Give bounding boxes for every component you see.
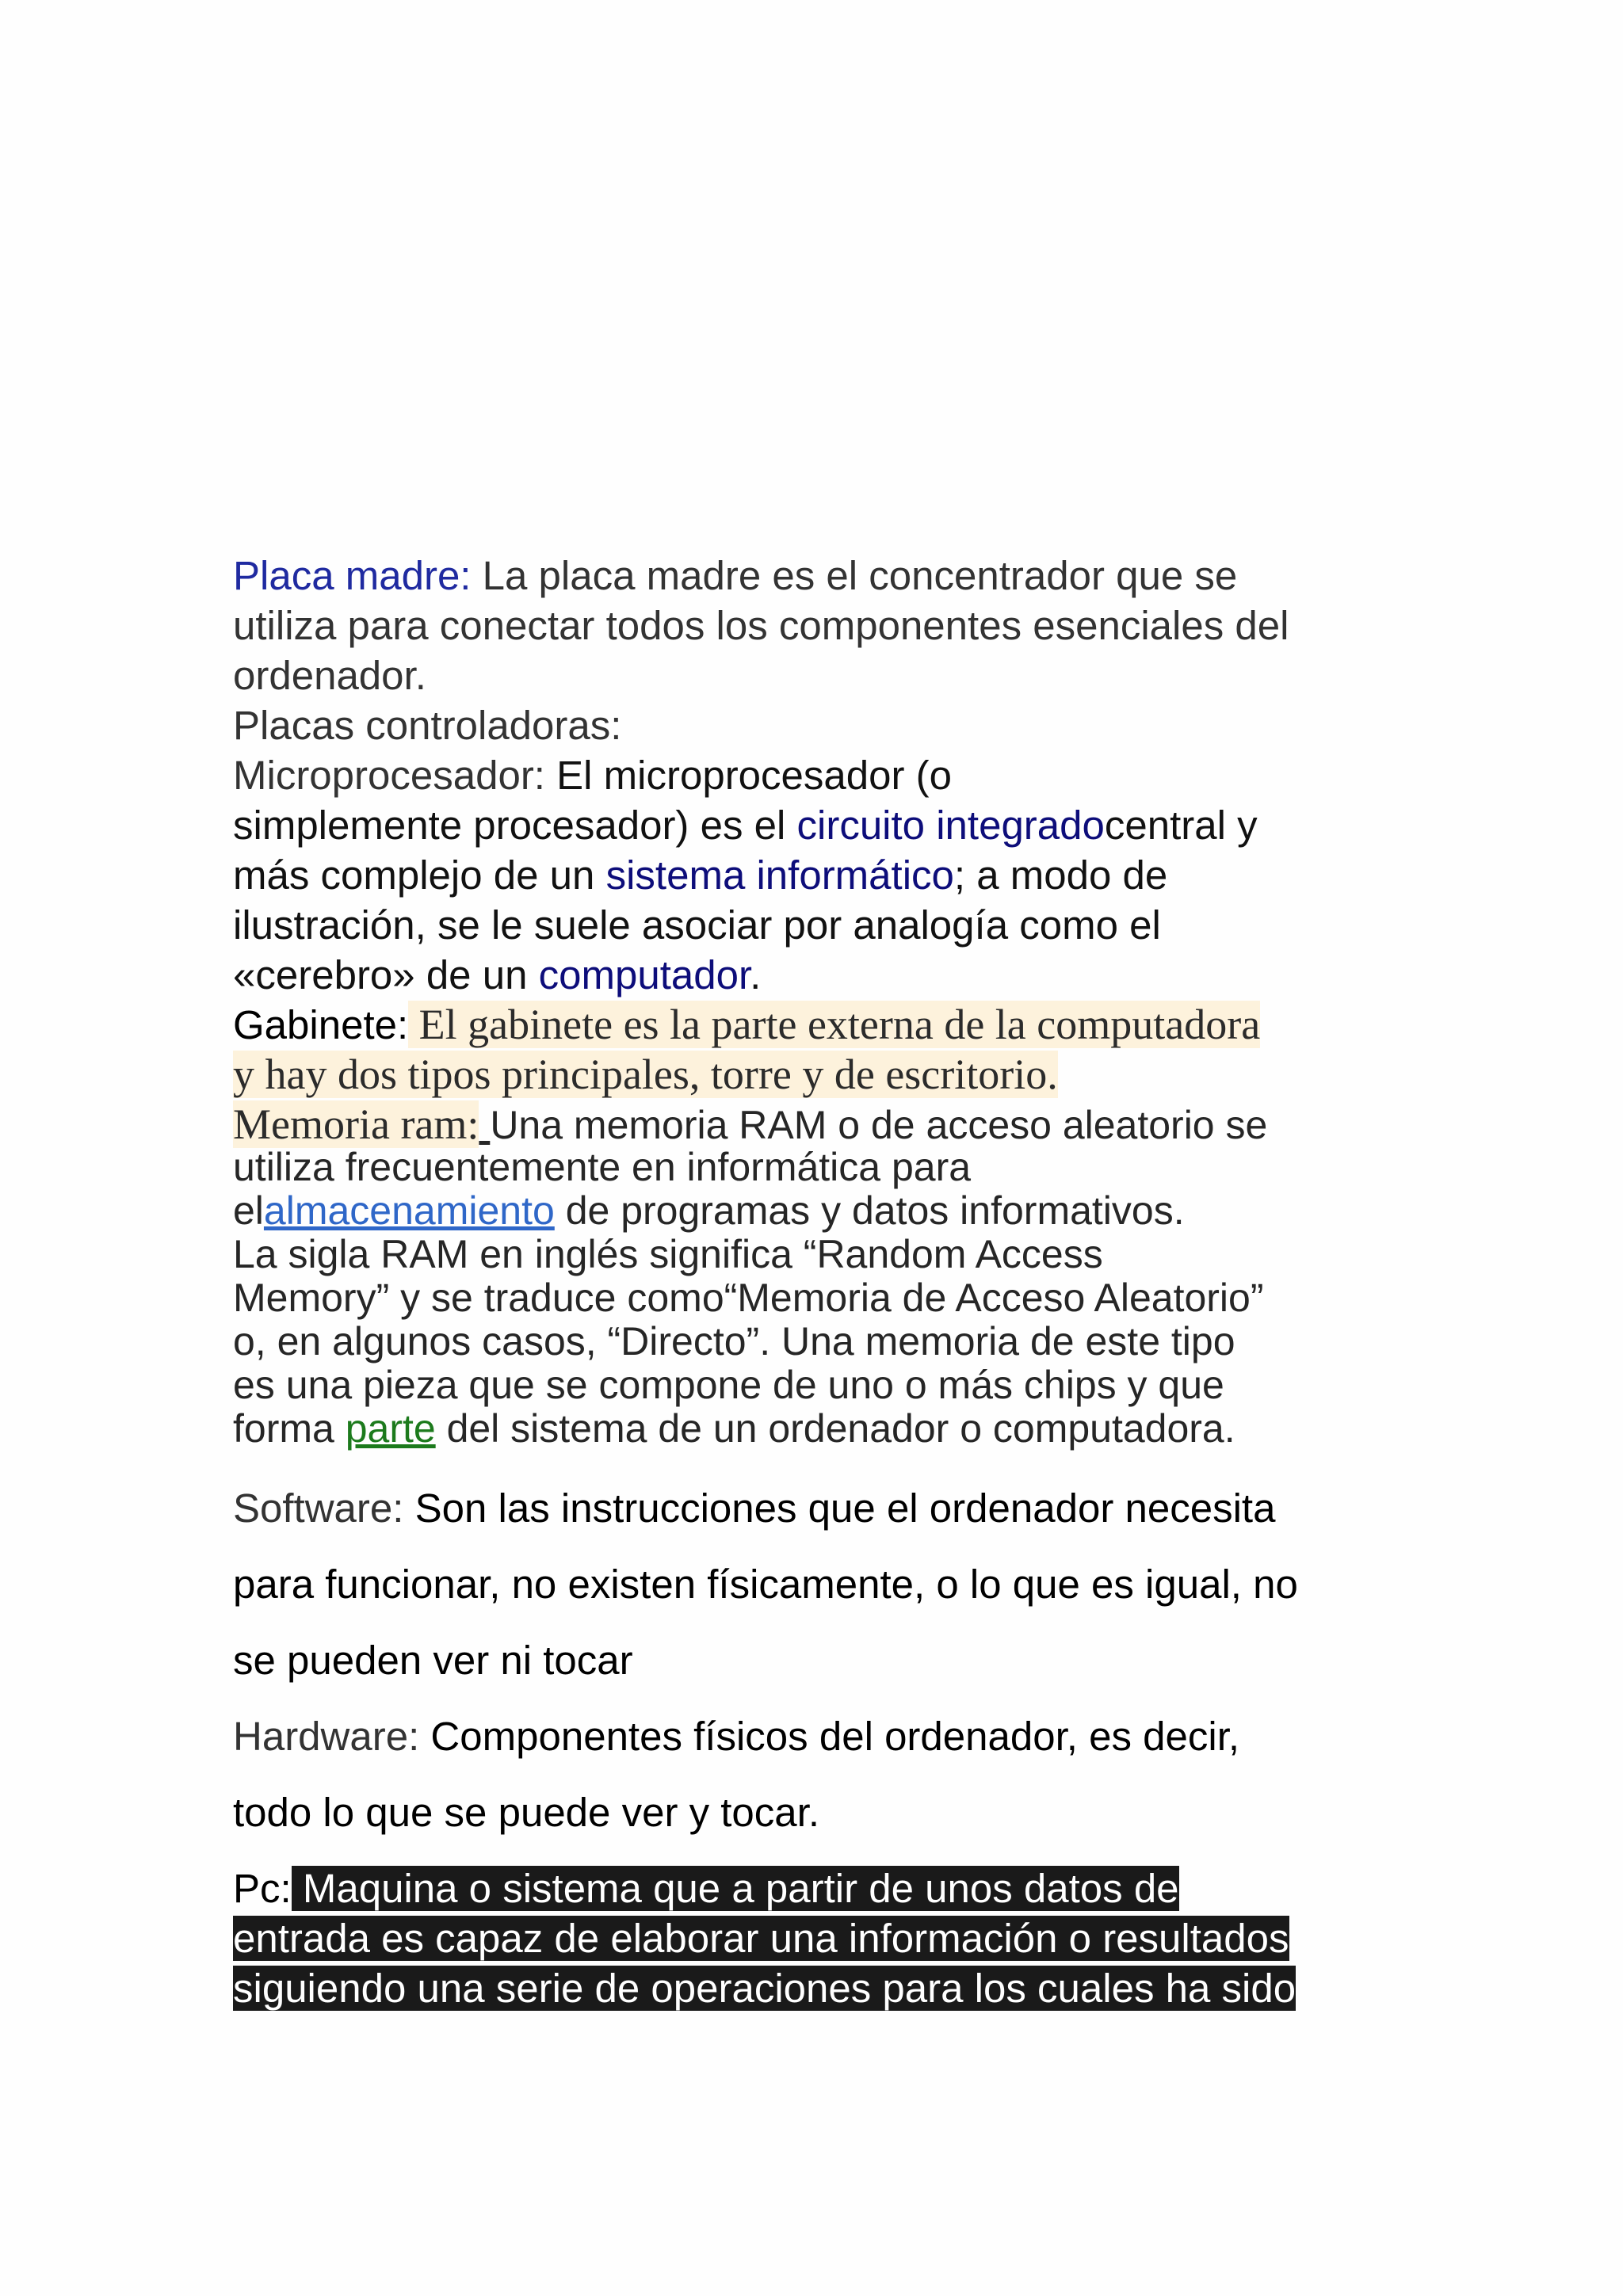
memoria-ram-line-7: es una pieza que se compone de uno o más chips y que bbox=[233, 1363, 1224, 1407]
microprocesador-text-1: El microprocesador (o bbox=[544, 753, 952, 798]
hardware-line-2: todo lo que se puede ver y tocar. bbox=[233, 1790, 819, 1835]
memoria-ram-line-5: Memory” y se traduce como“Memoria de Acceso Aleatorio” bbox=[233, 1276, 1264, 1320]
microprocesador-line-3 bbox=[233, 850, 1167, 900]
microprocesador-line-5 bbox=[233, 950, 761, 1000]
microprocesador-term: Microprocesador: bbox=[233, 753, 545, 798]
gabinete-line-1 bbox=[233, 1000, 1260, 1050]
microprocesador-line-4: ilustración, se le suele asociar por analogía como el bbox=[233, 902, 1161, 948]
pc-text-1: Maquina o sistema que a partir de unos datos de bbox=[291, 1866, 1179, 1911]
microprocesador-text-2a: simplemente procesador) es el bbox=[233, 803, 797, 848]
computador-link[interactable]: computador bbox=[538, 952, 750, 997]
pc-line-2 bbox=[233, 1913, 1289, 1963]
memoria-ram-term-space bbox=[479, 1103, 490, 1147]
pc-line-3 bbox=[233, 1963, 1296, 2013]
placa-madre-text-1: La placa madre es el concentrador que se bbox=[471, 553, 1238, 598]
microprocesador-text-3b: ; a modo de bbox=[953, 852, 1168, 898]
memoria-ram-term: Memoria ram: bbox=[233, 1100, 479, 1148]
microprocesador-line-1 bbox=[233, 750, 952, 800]
memoria-ram-line-1 bbox=[233, 1100, 1267, 1150]
software-line-2: para funcionar, no existen físicamente, o lo que es igual, no bbox=[233, 1562, 1298, 1607]
circuito-integrado-link[interactable]: circuito integrado bbox=[796, 803, 1105, 848]
placa-madre-line-3: ordenador. bbox=[233, 653, 426, 698]
microprocesador-line-2 bbox=[233, 800, 1258, 850]
hardware-term: Hardware: bbox=[233, 1714, 420, 1759]
pc-line-1 bbox=[233, 1863, 1179, 1913]
gabinete-text-1: El gabinete es la parte externa de la computadora bbox=[408, 1001, 1261, 1048]
pc-term: Pc: bbox=[233, 1866, 292, 1911]
microprocesador-text-2b: central y bbox=[1104, 803, 1258, 848]
memoria-ram-line-3 bbox=[233, 1189, 1185, 1233]
microprocesador-text-5a: «cerebro» de un bbox=[233, 952, 539, 997]
pc-text-3: siguiendo una serie de operaciones para los cuales ha sido bbox=[233, 1966, 1296, 2011]
hardware-line-1 bbox=[233, 1711, 1239, 1761]
software-term: Software: bbox=[233, 1486, 404, 1531]
memoria-ram-text-3a: el bbox=[233, 1188, 264, 1233]
placa-madre-term: Placa madre: bbox=[233, 553, 472, 598]
memoria-ram-text-8a: forma bbox=[233, 1406, 346, 1451]
memoria-ram-line-2: utiliza frecuentemente en informática para bbox=[233, 1145, 972, 1189]
memoria-ram-line-8 bbox=[233, 1407, 1235, 1451]
software-line-3: se pueden ver ni tocar bbox=[233, 1638, 633, 1683]
memoria-ram-line-6: o, en algunos casos, “Directo”. Una memoria de este tipo bbox=[233, 1319, 1235, 1363]
microprocesador-text-5b: . bbox=[750, 952, 762, 997]
microprocesador-text-3a: más complejo de un bbox=[233, 852, 606, 898]
memoria-ram-line-4: La sigla RAM en inglés significa “Random Access bbox=[233, 1232, 1103, 1276]
sistema-informatico-link[interactable]: sistema informático bbox=[605, 852, 954, 898]
memoria-ram-text-3b: de programas y datos informativos. bbox=[554, 1188, 1185, 1233]
memoria-ram-text-8b: del sistema de un ordenador o computadora. bbox=[435, 1406, 1235, 1451]
gabinete-text-2: y hay dos tipos principales, torre y de escritorio. bbox=[233, 1051, 1058, 1098]
hardware-text-1: Componentes físicos del ordenador, es decir, bbox=[419, 1714, 1240, 1759]
placa-madre-line-1 bbox=[233, 551, 1237, 601]
memoria-ram-text-1: Una memoria RAM o de acceso aleatorio se bbox=[490, 1103, 1268, 1147]
almacenamiento-link[interactable]: almacenamiento bbox=[263, 1188, 555, 1233]
parte-link[interactable]: parte bbox=[345, 1406, 436, 1451]
software-text-1: Son las instrucciones que el ordenador necesita bbox=[403, 1486, 1276, 1531]
software-line-1 bbox=[233, 1483, 1275, 1533]
placa-madre-line-2: utiliza para conectar todos los componentes esenciales del bbox=[233, 603, 1289, 648]
gabinete-term: Gabinete: bbox=[233, 1002, 409, 1047]
placas-controladoras-heading: Placas controladoras: bbox=[233, 703, 622, 748]
pc-text-2: entrada es capaz de elaborar una información o resultados bbox=[233, 1916, 1289, 1961]
gabinete-line-2 bbox=[233, 1050, 1058, 1100]
